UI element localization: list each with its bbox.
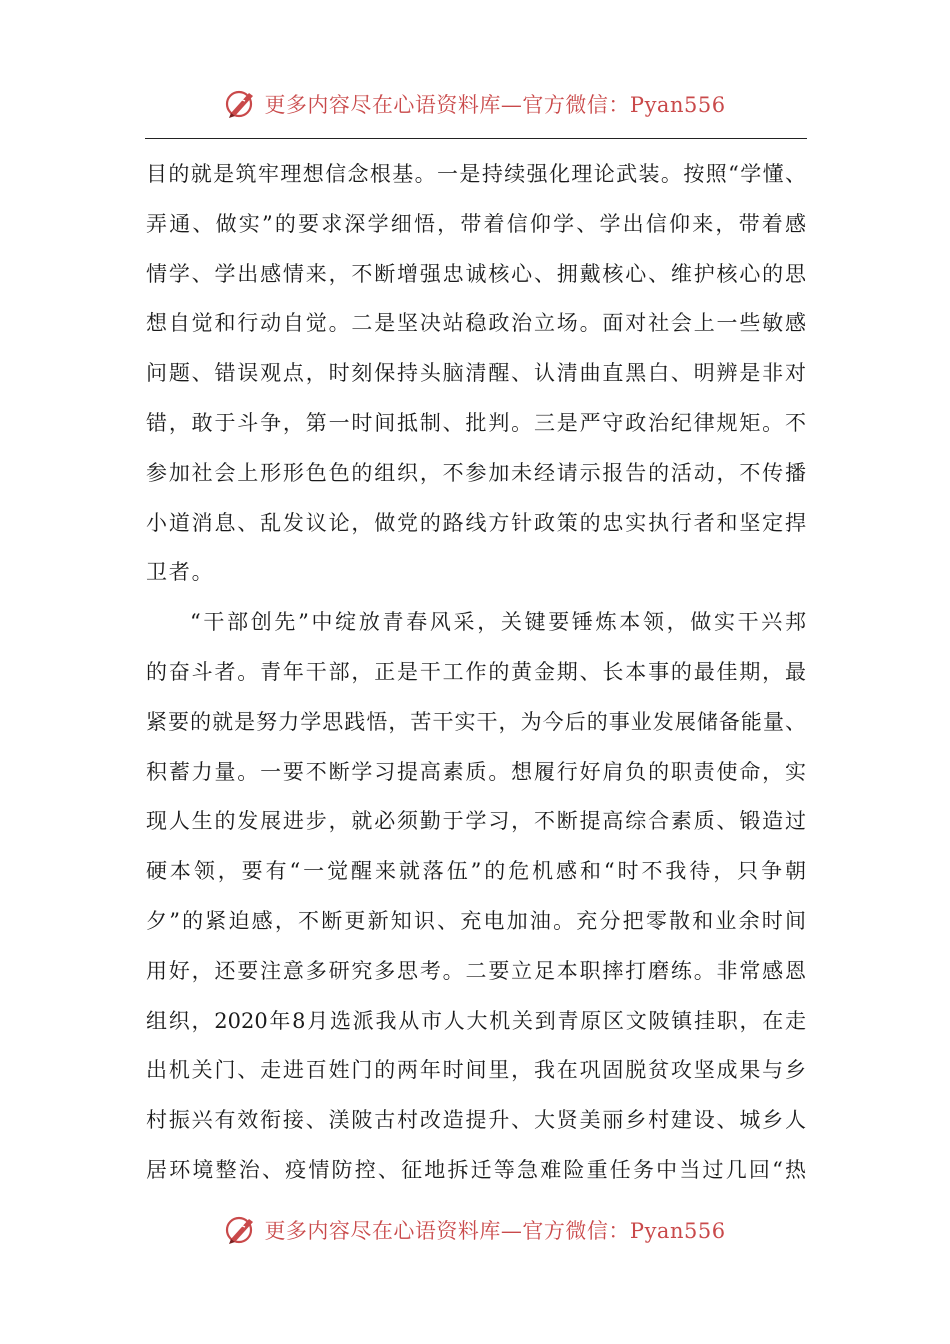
text-line: 紧要的就是努力学思践悟，苦干实干，为今后的事业发展储备能量、 [146, 709, 806, 734]
text-line: 情学、学出感情来，不断增强忠诚核心、拥戴核心、维护核心的思 [146, 261, 806, 286]
text-line: 出机关门、走进百姓门的两年时间里，我在巩固脱贫攻坚成果与乡 [146, 1058, 806, 1083]
pen-logo-icon [224, 1213, 258, 1247]
text-line: 卫者。 [146, 560, 215, 585]
text-line: 参加社会上形形色色的组织，不参加未经请示报告的活动，不传播 [146, 460, 806, 485]
pen-logo-icon [224, 87, 258, 121]
text-line: 积蓄力量。一要不断学习提高素质。想履行好肩负的职责使命，实 [146, 759, 806, 784]
text-line: 目的就是筑牢理想信念根基。一是持续强化理论武装。按照“学懂、 [146, 162, 806, 186]
header-banner [0, 82, 950, 126]
text-line: 硬本领，要有“一觉醒来就落伍”的危机感和“时不我待，只争朝 [146, 859, 806, 884]
text-line: 组织，2020年8月选派我从市人大机关到青原区文陂镇挂职，在走 [146, 1008, 806, 1033]
text-line: 夕”的紧迫感，不断更新知识、充电加油。充分把零散和业余时间 [146, 908, 806, 933]
text-line: 用好，还要注意多研究多思考。二要立足本职摔打磨练。非常感恩 [146, 958, 806, 983]
footer-banner-text: 更多内容尽在心语资料库—官方微信：Pyan556 [264, 1219, 726, 1243]
document-body [146, 150, 806, 1196]
text-line: 错，敢于斗争，第一时间抵制、批判。三是严守政治纪律规矩。不 [146, 410, 806, 435]
text-line: 居环境整治、疫情防控、征地拆迁等急难险重任务中当过几回“热 [146, 1157, 806, 1182]
text-line: 现人生的发展进步，就必须勤于学习，不断提高综合素质、锻造过 [146, 809, 806, 834]
text-line: 小道消息、乱发议论，做党的路线方针政策的忠实执行者和坚定捍 [146, 510, 806, 535]
header-banner-text: 更多内容尽在心语资料库—官方微信：Pyan556 [264, 93, 726, 117]
text-line: 村振兴有效衔接、渼陂古村改造提升、大贤美丽乡村建设、城乡人 [146, 1108, 806, 1133]
text-line: 的奋斗者。青年干部，正是干工作的黄金期、长本事的最佳期，最 [146, 659, 806, 684]
text-line: 想自觉和行动自觉。二是坚决站稳政治立场。面对社会上一些敏感 [146, 311, 806, 336]
footer-banner [0, 1208, 950, 1252]
text-line: 问题、错误观点，时刻保持头脑清醒、认清曲直黑白、明辨是非对 [146, 361, 806, 386]
paragraph-first-line: “干部创先”中绽放青春风采，关键要锤炼本领，做实干兴邦 [190, 610, 806, 635]
header-divider [145, 138, 807, 139]
text-line: 弄通、做实”的要求深学细悟，带着信仰学、学出信仰来，带着感 [146, 211, 806, 236]
